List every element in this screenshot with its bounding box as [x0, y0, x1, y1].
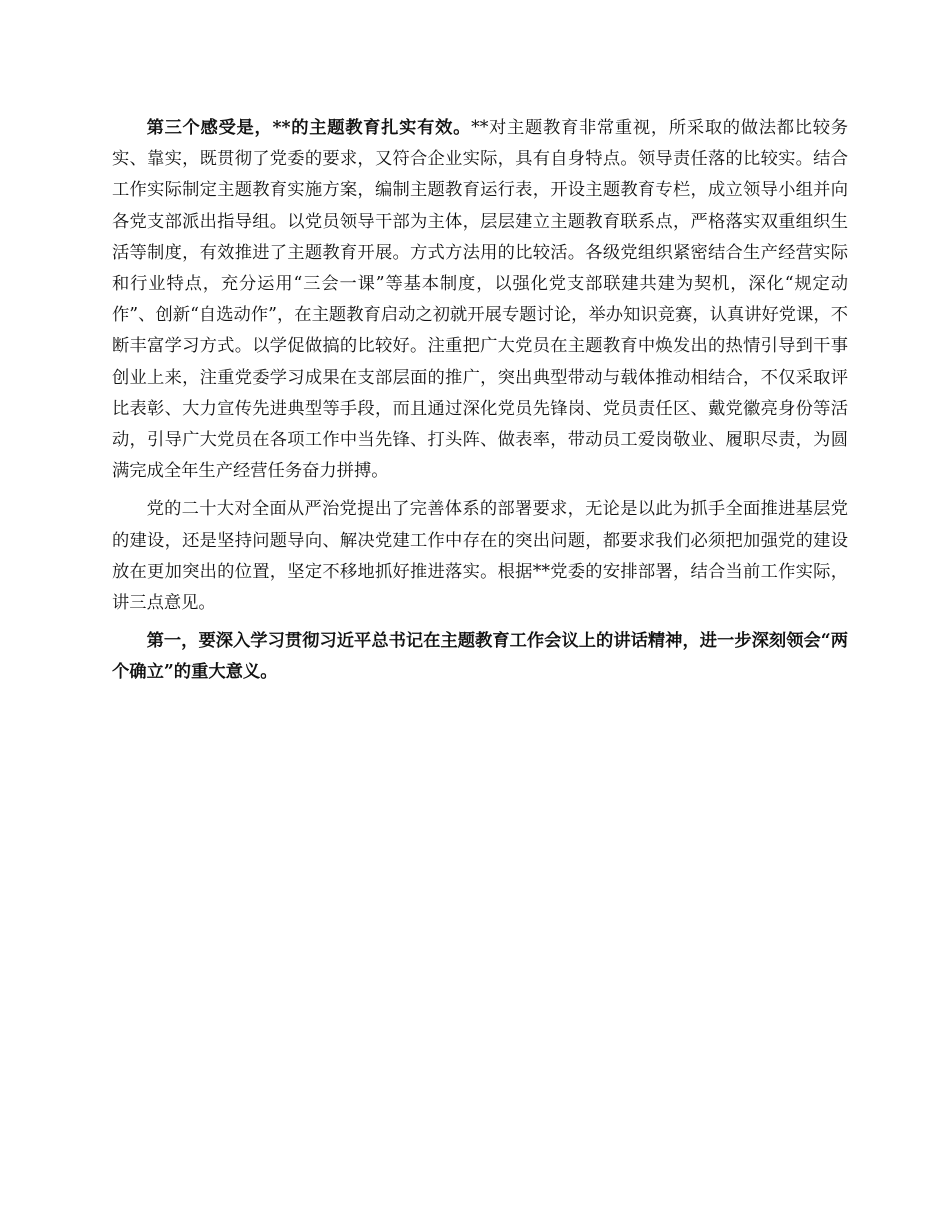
- paragraph-third-impression: [112, 113, 848, 487]
- paragraph-body-text: **对主题教育非常重视，所采取的做法都比较务实、靠实，既贯彻了党委的要求，又符合企业实际，具有自身特点。领导责任落的比较实。结合工作实际制定主题教育实施方案，编制主题教育运行表，开设主题教育专栏，成立领导小组并向各党支部派出指导组。以党员领导干部为主体，层层建立主题教育联系点，严格落实双重组织生活等制度，有效推进了主题教育开展。方式方法用的比较活。各级党组织紧密结合生产经营实际和行业特点，充分运用“三会一课”等基本制度，以强化党支部联建共建为契机，深化“规定动作”、创新“自选动作”，在主题教育启动之初就开展专题讨论，举办知识竞赛，认真讲好党课，不断丰富学习方式。以学促做搞的比较好。注重把广大党员在主题教育中焕发出的热情引导到干事创业上来，注重党委学习成果在支部层面的推广，突出典型带动与载体推动相结合，不仅采取评比表彰、大力宣传先进典型等手段，而且通过深化党员先锋岗、党员责任区、戴党徽亮身份等活动，引导广大党员在各项工作中当先锋、打头阵、做表率，带动员工爱岗敬业、履职尽责，为圆满完成全年生产经营任务奋力拼搏。: [112, 118, 848, 482]
- paragraph-party-congress: 党的二十大对全面从严治党提出了完善体系的部署要求，无论是以此为抓手全面推进基层党的建设，还是坚持问题导向、解决党建工作中存在的突出问题，都要求我们必须把加强党的建设放在更加突出的位置，坚定不移地抓好推进落实。根据**党委的安排部署，结合当前工作实际，讲三点意见。: [112, 499, 848, 614]
- document-page: [112, 113, 848, 696]
- paragraph-lead-sentence: 第三个感受是，**的主题教育扎实有效。: [146, 118, 472, 138]
- paragraph-first-point: 第一，要深入学习贯彻习近平总书记在主题教育工作会议上的讲话精神，进一步深刻领会“两个确立”的重大意义。: [112, 631, 848, 683]
